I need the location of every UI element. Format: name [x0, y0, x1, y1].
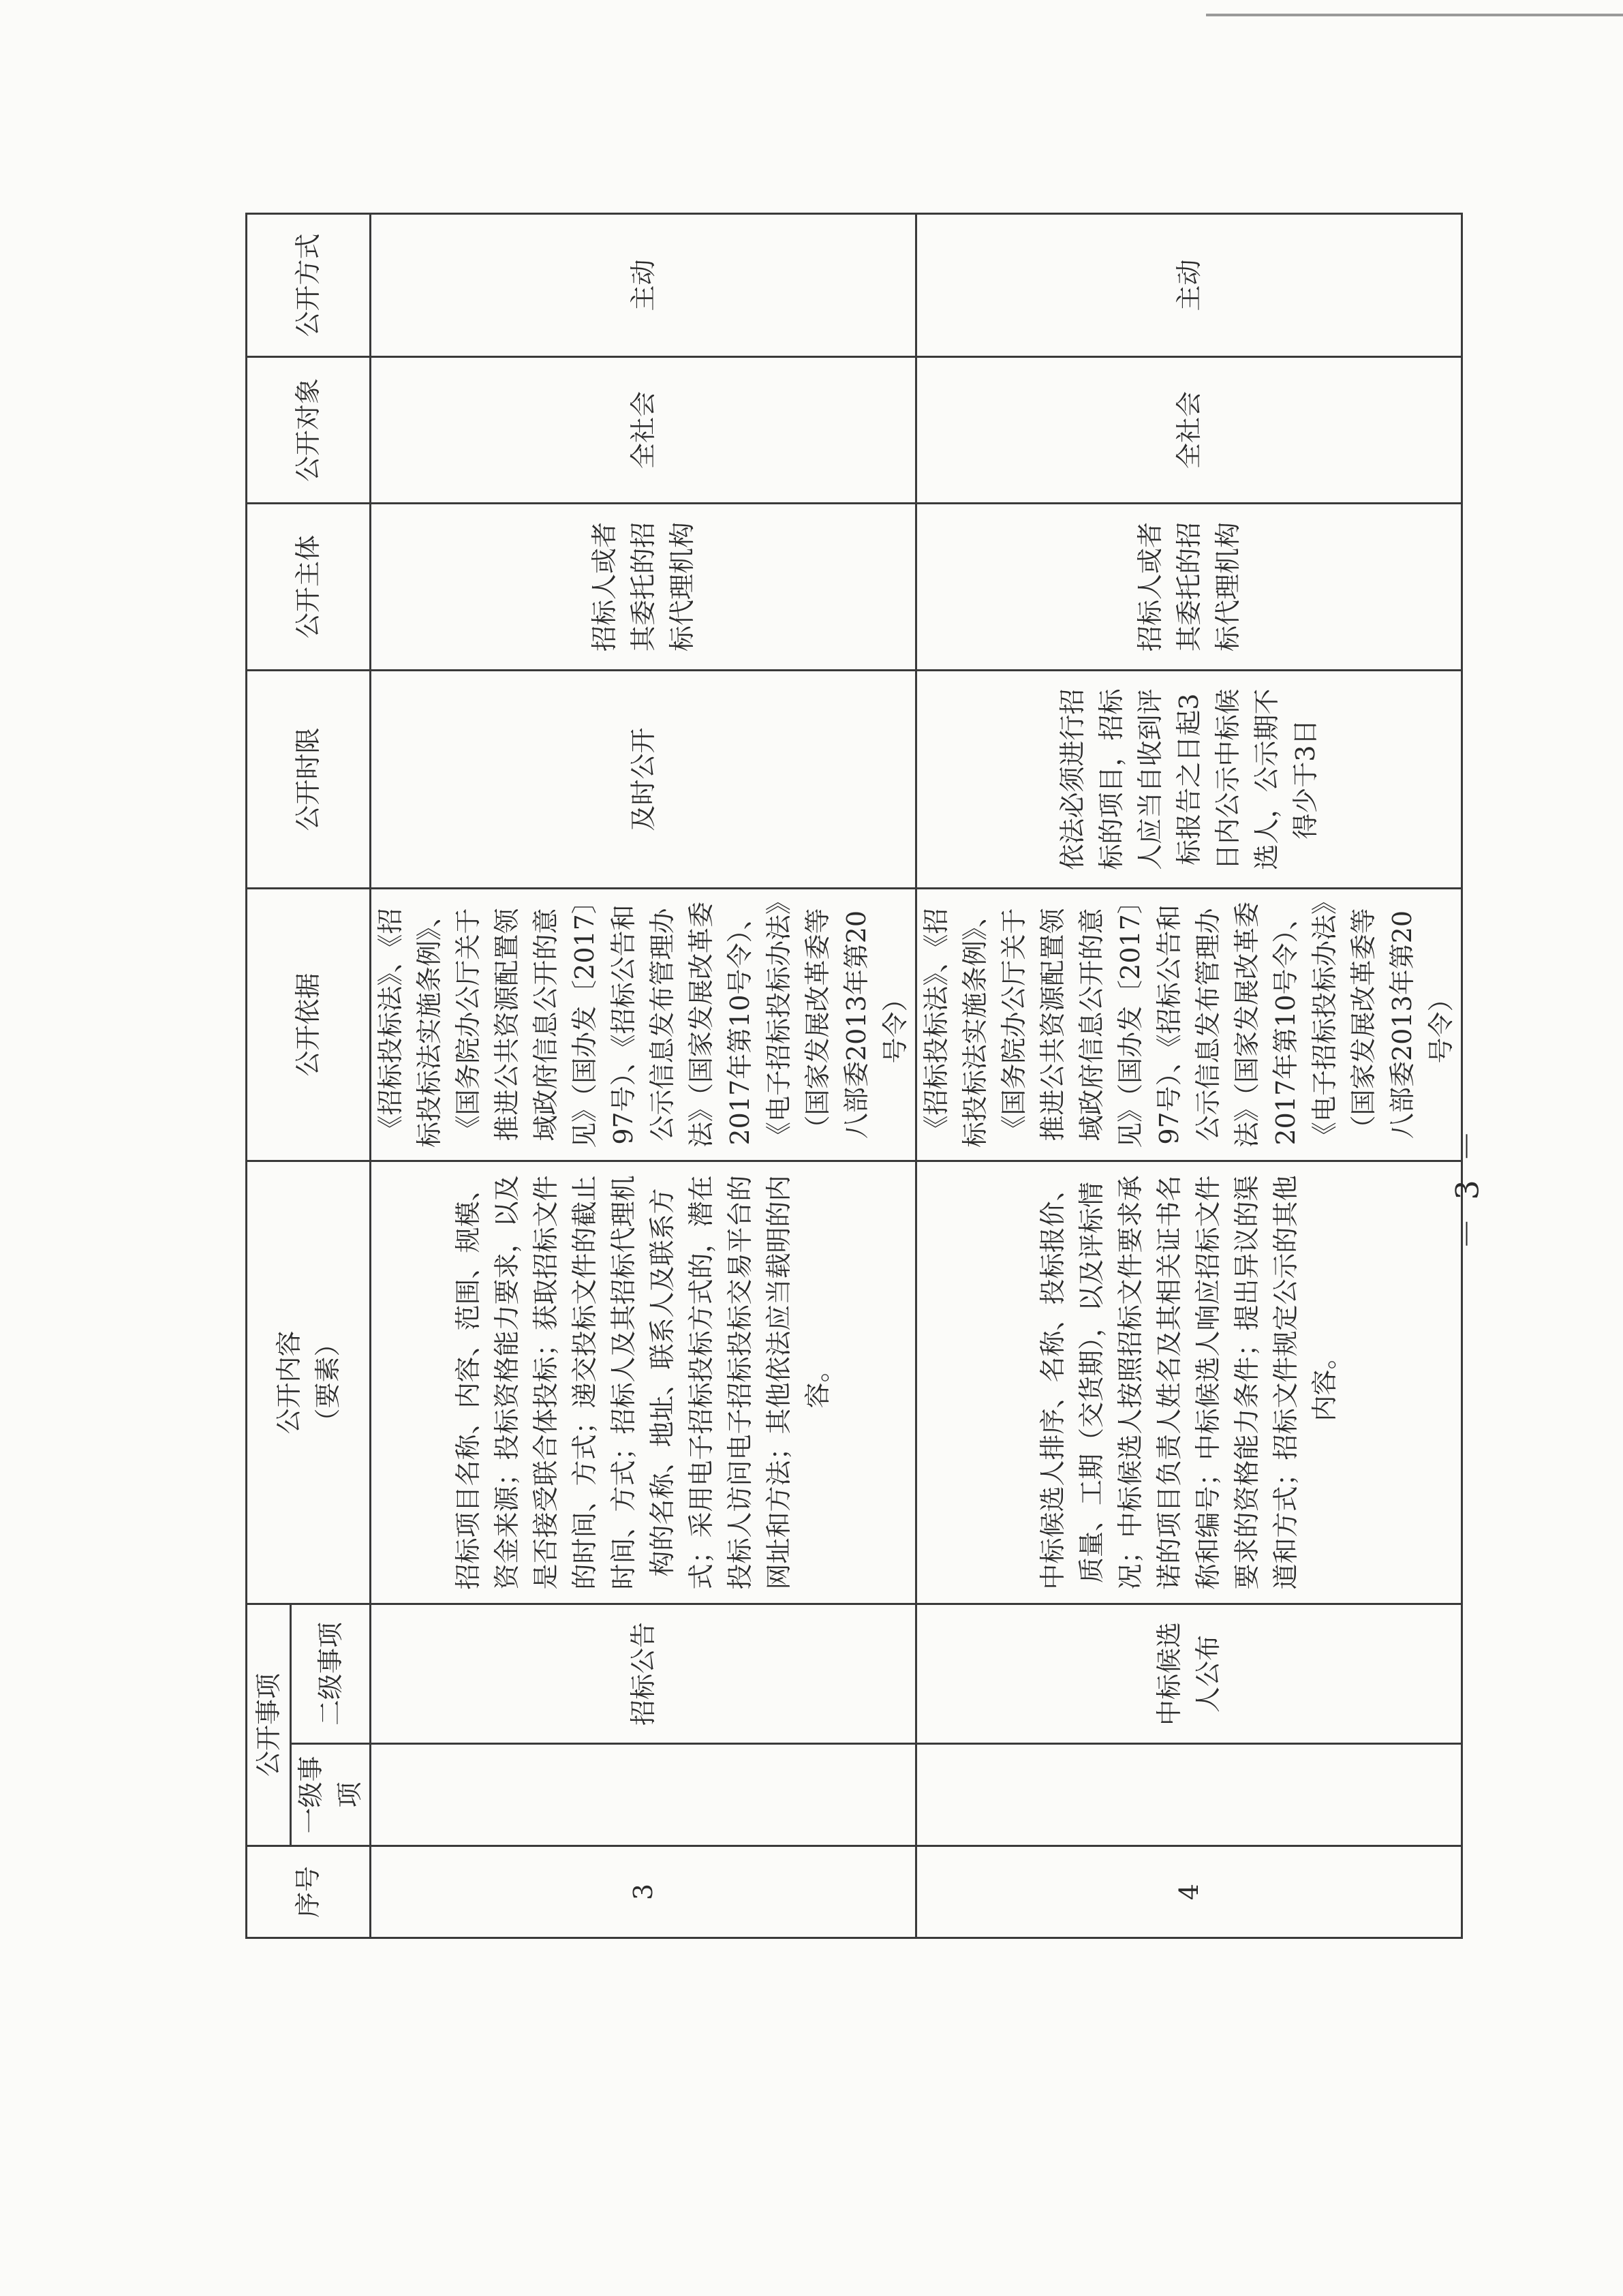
header-method: 公开方式	[247, 213, 371, 356]
header-level2: 二级事项	[291, 1604, 371, 1743]
rotated-page-content	[245, 215, 1456, 1939]
row-deadline: 依法必须进行招标的项目，招标人应当自收到评标报告之日起3日内公示中标候选人，公示期不得少于3日	[916, 670, 1462, 888]
header-content-title: 公开内容	[273, 1330, 304, 1435]
header-content-sub: （要素）	[312, 1330, 343, 1435]
row-audience: 全社会	[371, 356, 916, 503]
header-audience: 公开对象	[247, 356, 371, 503]
row-level1	[916, 1744, 1462, 1846]
row-seq: 4	[916, 1846, 1462, 1938]
header-basis: 公开依据	[247, 888, 371, 1161]
header-subject: 公开主体	[247, 503, 371, 670]
row-content: 中标候选人排序、名称、投标报价、质量、工期（交货期），以及评标情况；中标候选人按照招标文件要求承诺的项目负责人姓名及其相关证书名称和编号；中标候选人响应招标文件要求的资格能力条件；提出异议的渠道和方式；招标文件规定公示的其他内容。	[916, 1161, 1462, 1604]
row-method: 主动	[371, 213, 916, 356]
header-item-group: 公开事项	[247, 1604, 291, 1846]
row-subject: 招标人或者其委托的招标代理机构	[916, 503, 1462, 670]
header-level1: 一级事项	[291, 1744, 371, 1846]
row-method: 主动	[916, 213, 1462, 356]
header-deadline: 公开时限	[247, 670, 371, 888]
header-seq: 序号	[247, 1846, 371, 1938]
row-subject: 招标人或者其委托的招标代理机构	[371, 503, 916, 670]
table-row	[371, 213, 916, 1938]
row-level1	[371, 1744, 916, 1846]
disclosure-table	[245, 213, 1463, 1939]
row-basis: 《招标投标法》、《招标投标法实施条例》、《国务院办公厅关于推进公共资源配置领域政府信息公开的意见》（国办发〔2017〕97号）、《招标公告和公示信息发布管理办法》（国家发展改革委2017年第10号令）、《电子招标投标办法》（国家发展改革委等八部委2013年第20号令）	[916, 888, 1462, 1161]
header-row-1	[247, 213, 291, 1938]
row-deadline: 及时公开	[371, 670, 916, 888]
row-basis: 《招标投标法》、《招标投标法实施条例》、《国务院办公厅关于推进公共资源配置领域政府信息公开的意见》（国办发〔2017〕97号）、《招标公告和公示信息发布管理办法》（国家发展改革委2017年第10号令）、《电子招标投标办法》（国家发展改革委等八部委2013年第20号令）	[371, 888, 916, 1161]
header-content	[247, 1161, 371, 1604]
row-level2: 中标候选人公布	[916, 1604, 1462, 1743]
row-level2: 招标公告	[371, 1604, 916, 1743]
page-number: － 3 －	[1449, 1126, 1486, 1250]
top-rule	[1206, 14, 1623, 16]
row-content: 招标项目名称、内容、范围、规模、资金来源；投标资格能力要求，以及是否接受联合体投标；获取招标文件的时间、方式；递交投标文件的截止时间、方式；招标人及其招标代理机构的名称、地址、联系人及联系方式；采用电子招标投标方式的，潜在投标人访问电子招标投标交易平台的网址和方法；其他依法应当载明的内容。	[371, 1161, 916, 1604]
row-audience: 全社会	[916, 356, 1462, 503]
row-seq: 3	[371, 1846, 916, 1938]
table-row	[916, 213, 1462, 1938]
